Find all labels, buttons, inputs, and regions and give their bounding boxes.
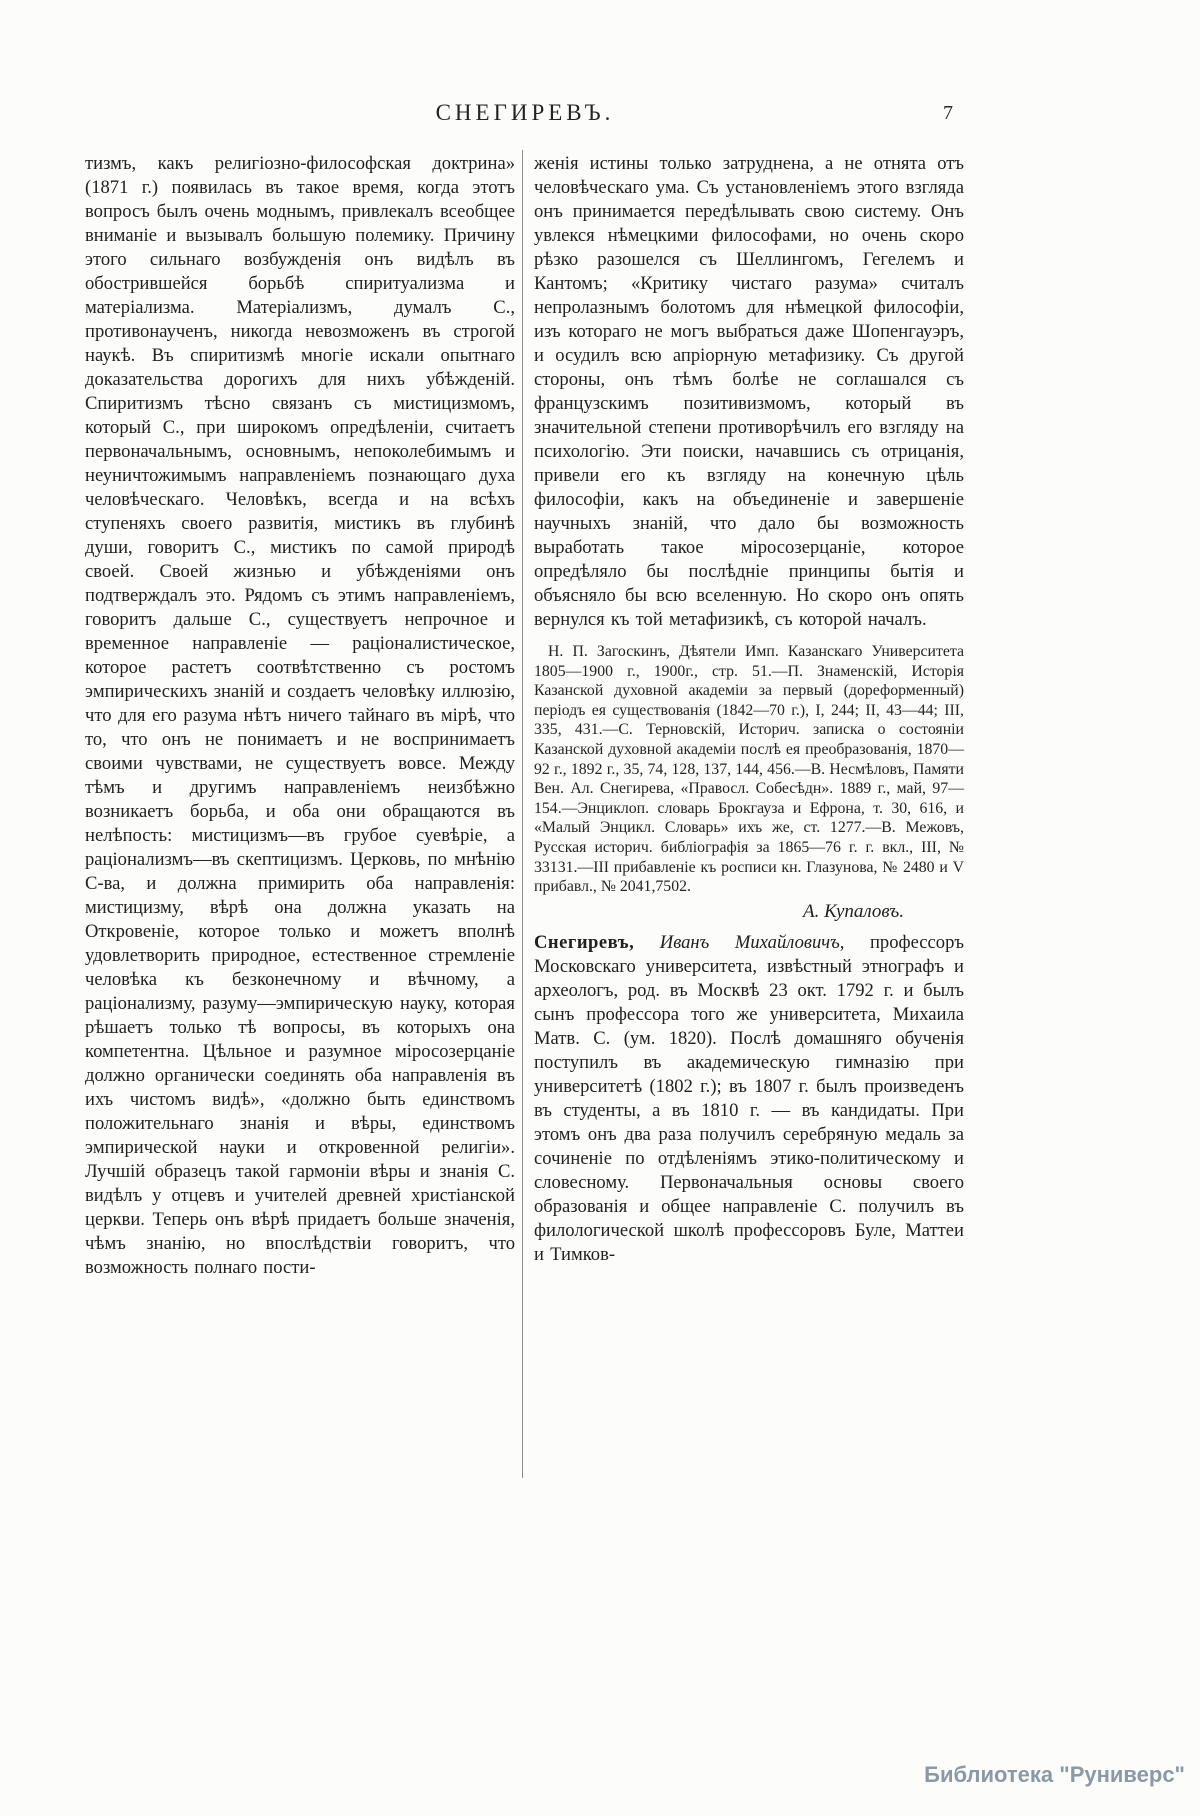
author-signature: А. Купаловъ. — [803, 900, 904, 922]
running-title: СНЕГИРЕВЪ. — [435, 100, 615, 125]
left-column — [85, 152, 515, 1280]
dictionary-entry — [534, 931, 964, 1267]
bibliography-note: Н. П. Загоскинъ, Дѣятели Имп. Казанскаго Университета 1805—1900 г., 1900г., стр. 51.—П. Знаменскій, Исторія Казанской духовной академіи за первый (дореформенный) періодъ ея существованія (1842—70 г.), I, 244; II, 43—44; III, 335, 431.—С. Терновскій, Историч. записка о состояніи Казанской духовной академіи послѣ ея преобразованія, 1870—92 г., 1892 г., 35, 74, 128, 137, 144, 456.—В. Несмѣловъ, Памяти Вен. Ал. Снегирева, «Правосл. Собесѣдн». 1889 г., май, 97—154.—Энциклоп. словарь Брокгауза и Ефрона, т. 30, 616, и «Малый Энцикл. Словарь» ихъ же, ст. 1277.—В. Межовъ, Русская историч. библіографія за 1865—76 г. г. вкл., III, № 33131.—III прибавленіе къ росписи кн. Глазунова, № 2480 и V прибавл., № 2041,7502. — [534, 643, 964, 896]
entry-headword: Снегиревъ, — [534, 931, 635, 953]
column-divider — [522, 150, 523, 1478]
article-text-left: тизмъ, какъ религіозно-философская доктрина» (1871 г.) появилась въ такое время, когда этотъ вопросъ былъ очень моднымъ, привлекалъ всеобщее вниманіе и вызывалъ большую полемику. Причину этого сильнаго возбужденія онъ видѣлъ въ обострившейся борьбѣ спиритуализма и матеріализма. Матеріализмъ, думалъ С., противонаученъ, никогда невозможенъ въ строгой наукѣ. Въ спиритизмѣ многіе искали опытнаго доказательства дорогихъ для нихъ убѣжденій. Спиритизмъ тѣсно связанъ съ мистицизмомъ, который С., при широкомъ опредѣленіи, считаетъ первоначальнымъ, основнымъ, непоколебимымъ и неуничтожимымъ направленіемъ познающаго духа человѣческаго. Человѣкъ, всегда и на всѣхъ ступеняхъ своего развитія, мистикъ въ глубинѣ души, говоритъ С., мистикъ по самой природѣ своей. Своей жизнью и убѣжденіями онъ подтверждалъ это. Рядомъ съ этимъ направленіемъ, говоритъ дальше С., существуетъ непрочное и временное направленіе — раціоналистическое, которое растетъ соотвѣтственно съ ростомъ эмпирическихъ знаній и создаетъ человѣку иллюзію, что для его разума нѣтъ ничего тайнаго въ мірѣ, что то, что онъ не понимаетъ и не воспринимаетъ своими чувствами, не существуетъ вовсе. Между тѣмъ и другимъ направленіемъ неизбѣжно возникаетъ борьба, и оба они обращаются въ нелѣпость: мистицизмъ—въ грубое суевѣріе, а раціонализмъ—въ скептицизмъ. Церковь, по мнѣнію С-ва, и должна примирить оба направленія: мистицизму, вѣрѣ она должна указать на Откровеніе, которое только и можетъ вполнѣ удовлетворить природное, естественное стремленіе человѣка къ безконечному и вѣчному, а раціонализму, разуму—эмпирическую науку, которая рѣшаетъ только тѣ вопросы, въ которыхъ она компетентна. Цѣльное и разумное міросозерцаніе должно органически соединять оба направленія въ ихъ чистомъ видѣ», «должно быть единствомъ положительнаго знанія и вѣры, единствомъ эмпирической науки и откровенной религіи». Лучшій образецъ такой гармоніи вѣры и знанія С. видѣлъ у отцевъ и учителей древней христіанской церкви. Теперь онъ вѣрѣ придаетъ больше значенія, чѣмъ знанію, но впослѣдствіи говоритъ, что возможность полнаго пости- — [85, 153, 515, 1278]
page-header — [85, 100, 965, 130]
library-watermark: Библиотека "Руниверс" — [924, 1762, 1185, 1787]
entry-body-text: профессоръ Московскаго университета, извѣстный этнографъ и археологъ, род. въ Москвѣ 23 окт. 1792 г. и былъ сынъ профессора того же университета, Михаила Матв. С. (ум. 1820). Послѣ домашняго обученія поступилъ въ академическую гимназію при университетѣ (1802 г.); въ 1807 г. былъ произведенъ въ студенты, а въ 1810 г. — въ кандидаты. При этомъ онъ два раза получилъ серебряную медаль за сочиненіе по отдѣленіямъ этико-политическому и словесному. Первоначальныя основы своего образованія и общее направленіе С. получилъ въ филологической школѣ профессоровъ Буле, Маттеи и Тимков- — [534, 931, 964, 1265]
article-text-right: женія истины только затруднена, а не отнята отъ человѣческаго ума. Съ установленіемъ этого взгляда онъ принимается передѣлывать свою систему. Онъ увлекся нѣмецкими философами, но очень скоро рѣзко разошелся съ Шеллингомъ, Гегелемъ и Кантомъ; «Критику чистаго разума» считалъ непролазнымъ болотомъ для нѣмецкой философіи, изъ котораго не могъ выбраться даже Шопенгауэръ, и осудилъ всю апріорную метафизику. Съ другой стороны, онъ тѣмъ болѣе не соглашался съ французскимъ позитивизмомъ, который въ значительной степени противорѣчилъ его взгляду на психологію. Эти поиски, начавшись съ отрицанія, привели его къ взгляду на конечную цѣль философіи, какъ на объединеніе и завершеніе научныхъ знаній, что дало бы возможность выработать такое міросозерцаніе, которое опредѣляло бы послѣдніе принципы бытія и объясняло бы всю вселенную. Но скоро онъ опять вернулся къ той метафизикѣ, съ которой началъ. — [534, 153, 964, 630]
page-number: 7 — [943, 102, 953, 124]
entry-person-name: Иванъ Михайловичъ, — [634, 931, 845, 953]
right-column — [534, 152, 964, 1267]
